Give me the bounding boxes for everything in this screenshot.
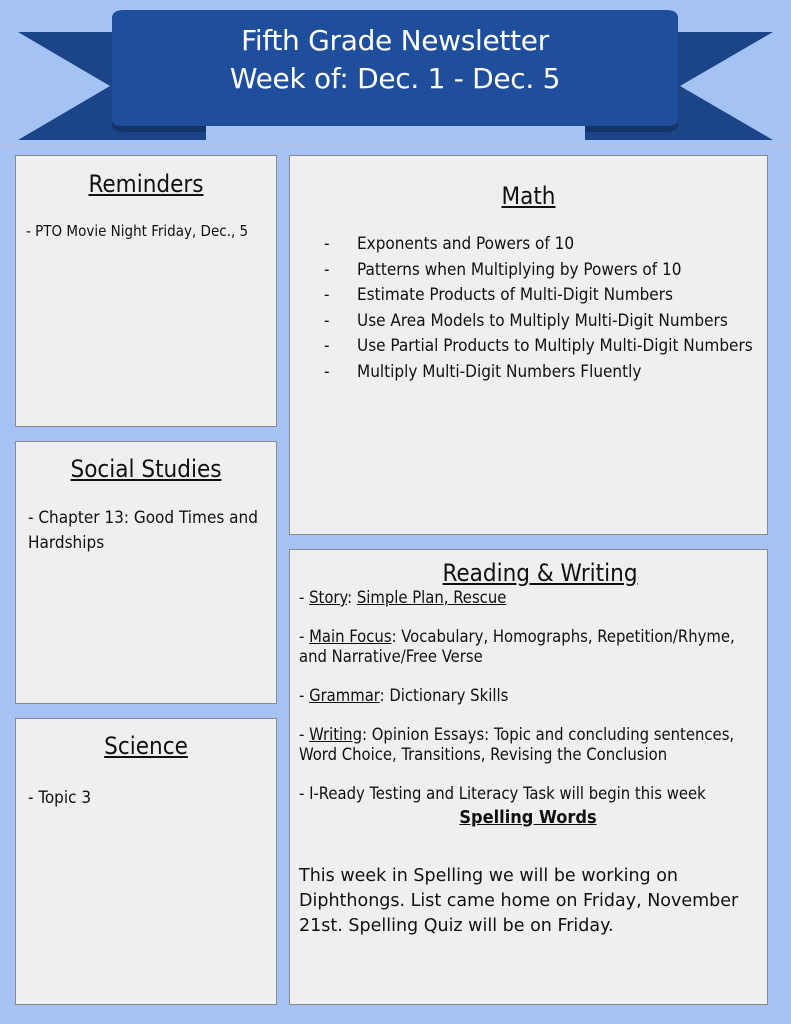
newsletter-title: [112, 22, 678, 98]
reminders-box: [15, 155, 277, 427]
math-topic-item: - Patterns when Multiplying by Powers of 10: [290, 258, 755, 284]
social-studies-text: - Chapter 13: Good Times and Hardships: [28, 508, 258, 553]
math-box: [289, 155, 768, 535]
social-studies-title: Social Studies: [70, 455, 222, 483]
newsletter-title-line1: Fifth Grade Newsletter: [241, 24, 549, 57]
math-topic-item: - Multiply Multi-Digit Numbers Fluently: [290, 360, 755, 386]
writing-item: - Writing: Opinion Essays: Topic and concluding sentences, Word Choice, Transitions, Revising the Conclusion: [299, 725, 735, 764]
grammar-label: Grammar: [309, 686, 380, 705]
main-focus-value: Vocabulary, Homographs, Repetition/Rhyme, and Narrative/Free Verse: [299, 627, 735, 666]
story-item: - Story: Simple Plan, Rescue: [299, 588, 507, 607]
science-box: [15, 718, 277, 1005]
reading-writing-box: [289, 549, 768, 1005]
math-topic-list: [290, 232, 767, 385]
newsletter-week: Week of: Dec. 1 - Dec. 5: [229, 62, 561, 95]
main-focus-label: Main Focus: [309, 627, 392, 646]
grammar-item: - Grammar: Dictionary Skills: [299, 686, 509, 705]
writing-label: Writing: [309, 725, 363, 744]
science-title: Science: [104, 732, 188, 760]
math-title: Math: [501, 182, 556, 210]
iready-item: - I-Ready Testing and Literacy Task will begin this week: [299, 784, 706, 803]
reminder-item: - PTO Movie Night Friday, Dec., 5: [26, 222, 249, 240]
reading-writing-title: Reading & Writing: [442, 559, 638, 587]
math-topic-item: - Use Partial Products to Multiply Multi-Digit Numbers: [290, 334, 755, 360]
main-focus-item: - Main Focus: Vocabulary, Homographs, Repetition/Rhyme, and Narrative/Free Verse: [299, 627, 735, 666]
grammar-value: Dictionary Skills: [389, 686, 509, 705]
math-topic-item: - Estimate Products of Multi-Digit Numbers: [290, 283, 755, 309]
writing-value: Opinion Essays: Topic and concluding sentences, Word Choice, Transitions, Revising the Conclusion: [299, 725, 735, 764]
math-topic-item: - Exponents and Powers of 10: [290, 232, 755, 258]
math-topic-item: - Use Area Models to Multiply Multi-Digit Numbers: [290, 309, 755, 335]
story-label: Story: [309, 588, 348, 607]
science-text: - Topic 3: [28, 788, 92, 808]
spelling-words-title: Spelling Words: [459, 807, 597, 828]
spelling-text: This week in Spelling we will be working on Diphthongs. List came home on Friday, November 21st. Spelling Quiz will be on Friday.: [299, 866, 739, 936]
reminders-title: Reminders: [88, 170, 204, 198]
story-value: Simple Plan, Rescue: [356, 588, 507, 607]
social-studies-box: [15, 441, 277, 704]
